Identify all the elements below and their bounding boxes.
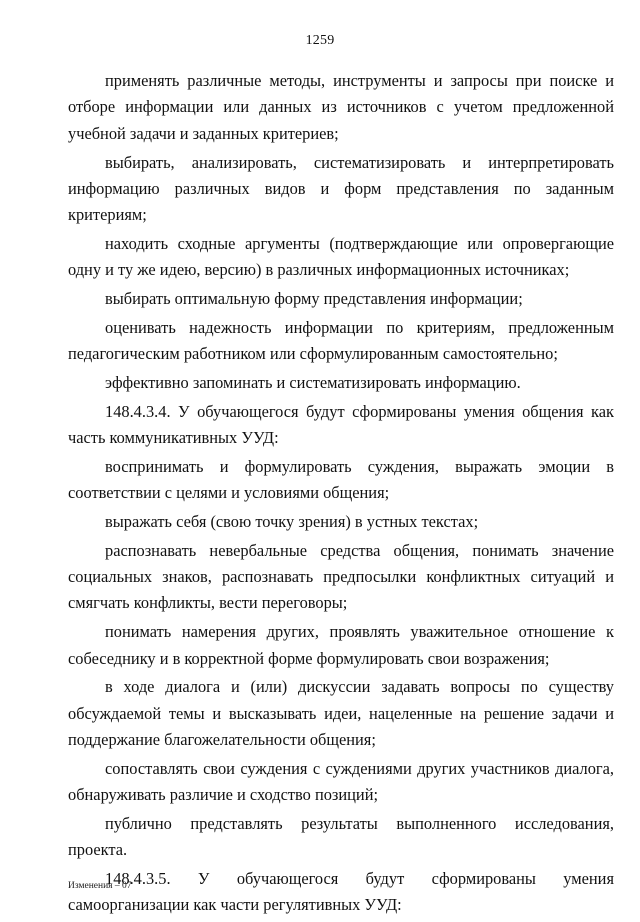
paragraph-compare-judgments: сопоставлять свои суждения с суждениями других участников диалога, обнаруживать различие и сходство позиций; [68,758,614,805]
page-number: 1259 [305,33,335,48]
paragraph-search-information: применять различные методы, инструменты и запросы при поиске и отборе информации или данных из источников с учетом предложенной учебной задачи и заданных критериев; [68,71,614,143]
footer-revision-note: Изменения – 07 [68,881,132,891]
paragraph-nonverbal-communication: распознавать невербальные средства общения, понимать значение социальных знаков, распознавать предпосылки конфликтных ситуаций и смягчать конфликты, вести переговоры; [68,540,614,613]
paragraph-understand-intentions: понимать намерения других, проявлять уважительное отношение к собеседнику и в корректной форме формулировать свои возражения; [68,622,614,668]
paragraph-evaluate-reliability: оценивать надежность информации по критериям, предложенным педагогическим работником или сформулированным самостоятельно; [68,317,614,364]
paragraph-choose-analyze: выбирать, анализировать, систематизировать и интерпретировать информацию различных видов и форм представления по заданным критериям; [68,152,614,225]
section-148-4-3-4-heading: 148.4.3.4. У обучающегося будут сформированы умения общения как часть коммуникативных УУД: [68,401,614,448]
paragraph-memorize-information: эффективно запоминать и систематизировать информацию. [105,372,521,392]
paragraph-perceive-judgments: воспринимать и формулировать суждения, выражать эмоции в соответствии с целями и условиями общения; [68,456,614,503]
paragraph-find-arguments: находить сходные аргументы (подтверждающие или опровергающие одну и ту же идею, версию) в различных информационных источниках; [68,234,614,280]
paragraph-dialogue-questions: в ходе диалога и (или) дискуссии задавать вопросы по существу обсуждаемой темы и высказывать идеи, нацеленные на решение задачи и поддержание благожелательности общения; [68,677,614,750]
paragraph-present-results: публично представлять результаты выполненного исследования, проекта. [68,813,614,860]
paragraph-express-self: выражать себя (свою точку зрения) в устных текстах; [105,511,479,531]
section-148-4-3-5-heading: 148.4.3.5. У обучающегося будут сформированы умения самоорганизации как части регулятивных УУД: [68,868,614,915]
document-body [68,68,614,921]
paragraph-choose-form: выбирать оптимальную форму представления информации; [105,289,523,309]
